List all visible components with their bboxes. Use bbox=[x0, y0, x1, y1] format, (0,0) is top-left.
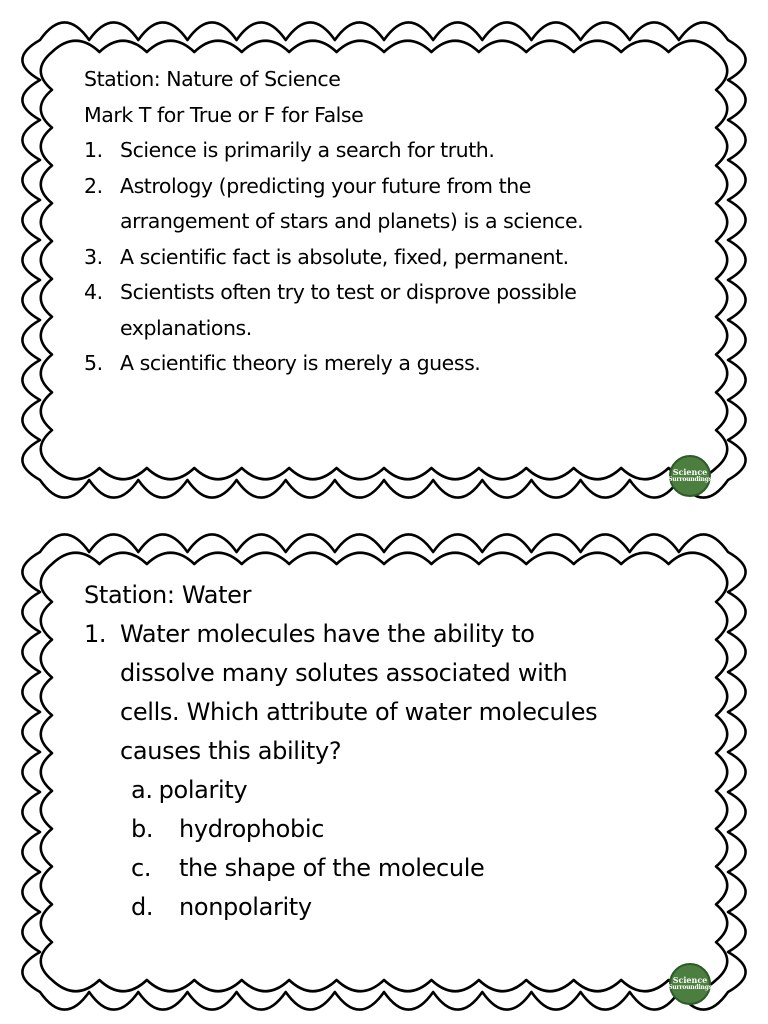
item-text bbox=[120, 346, 480, 382]
answer-option bbox=[131, 810, 684, 849]
card-title: Station: Nature of Science bbox=[84, 67, 341, 91]
list-item bbox=[84, 169, 684, 240]
item-text-line: Scientists often try to test or disprove possible bbox=[120, 280, 577, 304]
item-text-line: Science is primarily a search for truth. bbox=[120, 138, 495, 162]
science-surroundings-logo bbox=[669, 963, 711, 1005]
item-number: 1. bbox=[84, 138, 103, 162]
item-text-line: arrangement of stars and planets) is a science. bbox=[120, 209, 584, 233]
station-card-water bbox=[0, 512, 768, 1024]
list-item bbox=[84, 133, 684, 169]
option-text: nonpolarity bbox=[179, 893, 312, 921]
list-item bbox=[84, 240, 684, 276]
card-title: Station: Water bbox=[84, 581, 252, 609]
option-text: polarity bbox=[158, 776, 248, 804]
card-content bbox=[84, 62, 684, 382]
item-text-line: A scientific theory is merely a guess. bbox=[120, 351, 481, 375]
item-text-line: Astrology (predicting your future from the bbox=[120, 173, 531, 198]
question bbox=[84, 615, 684, 771]
list-item bbox=[84, 275, 684, 346]
item-number: 4. bbox=[84, 280, 103, 304]
logo-text-line1: Science bbox=[672, 467, 708, 477]
question-text-line: Water molecules have the ability to bbox=[120, 620, 535, 648]
list-item bbox=[84, 346, 684, 382]
question-text bbox=[120, 615, 597, 771]
logo-text-line2: Surroundings bbox=[668, 476, 712, 483]
item-text-line: A scientific fact is absolute, fixed, permanent. bbox=[120, 244, 569, 269]
item-number: 5. bbox=[84, 351, 103, 375]
item-number: 3. bbox=[84, 244, 103, 269]
option-letter: d. bbox=[131, 893, 154, 921]
option-letter: b. bbox=[131, 815, 154, 843]
question-text-line: causes this ability? bbox=[120, 737, 342, 765]
item-text bbox=[120, 169, 583, 240]
answer-option bbox=[131, 849, 684, 888]
card-instruction: Mark T for True or F for False bbox=[84, 102, 364, 127]
item-text bbox=[120, 133, 494, 169]
item-text bbox=[120, 240, 569, 276]
science-surroundings-logo bbox=[669, 455, 711, 497]
item-text bbox=[120, 275, 576, 346]
question-text-line: cells. Which attribute of water molecules bbox=[120, 698, 598, 726]
answer-option bbox=[131, 888, 684, 927]
option-letter: a. bbox=[131, 776, 153, 804]
item-number: 2. bbox=[84, 173, 103, 198]
logo-text-line2: Surroundings bbox=[668, 984, 712, 991]
question-text-line: dissolve many solutes associated with bbox=[120, 659, 568, 687]
card-content bbox=[84, 576, 684, 927]
option-letter: c. bbox=[131, 854, 152, 882]
logo-text-line1: Science bbox=[672, 975, 708, 985]
item-text-line: explanations. bbox=[120, 315, 252, 340]
question-number: 1. bbox=[84, 620, 107, 648]
option-text: the shape of the molecule bbox=[179, 854, 485, 882]
option-text: hydrophobic bbox=[179, 815, 325, 843]
answer-option bbox=[131, 771, 684, 810]
